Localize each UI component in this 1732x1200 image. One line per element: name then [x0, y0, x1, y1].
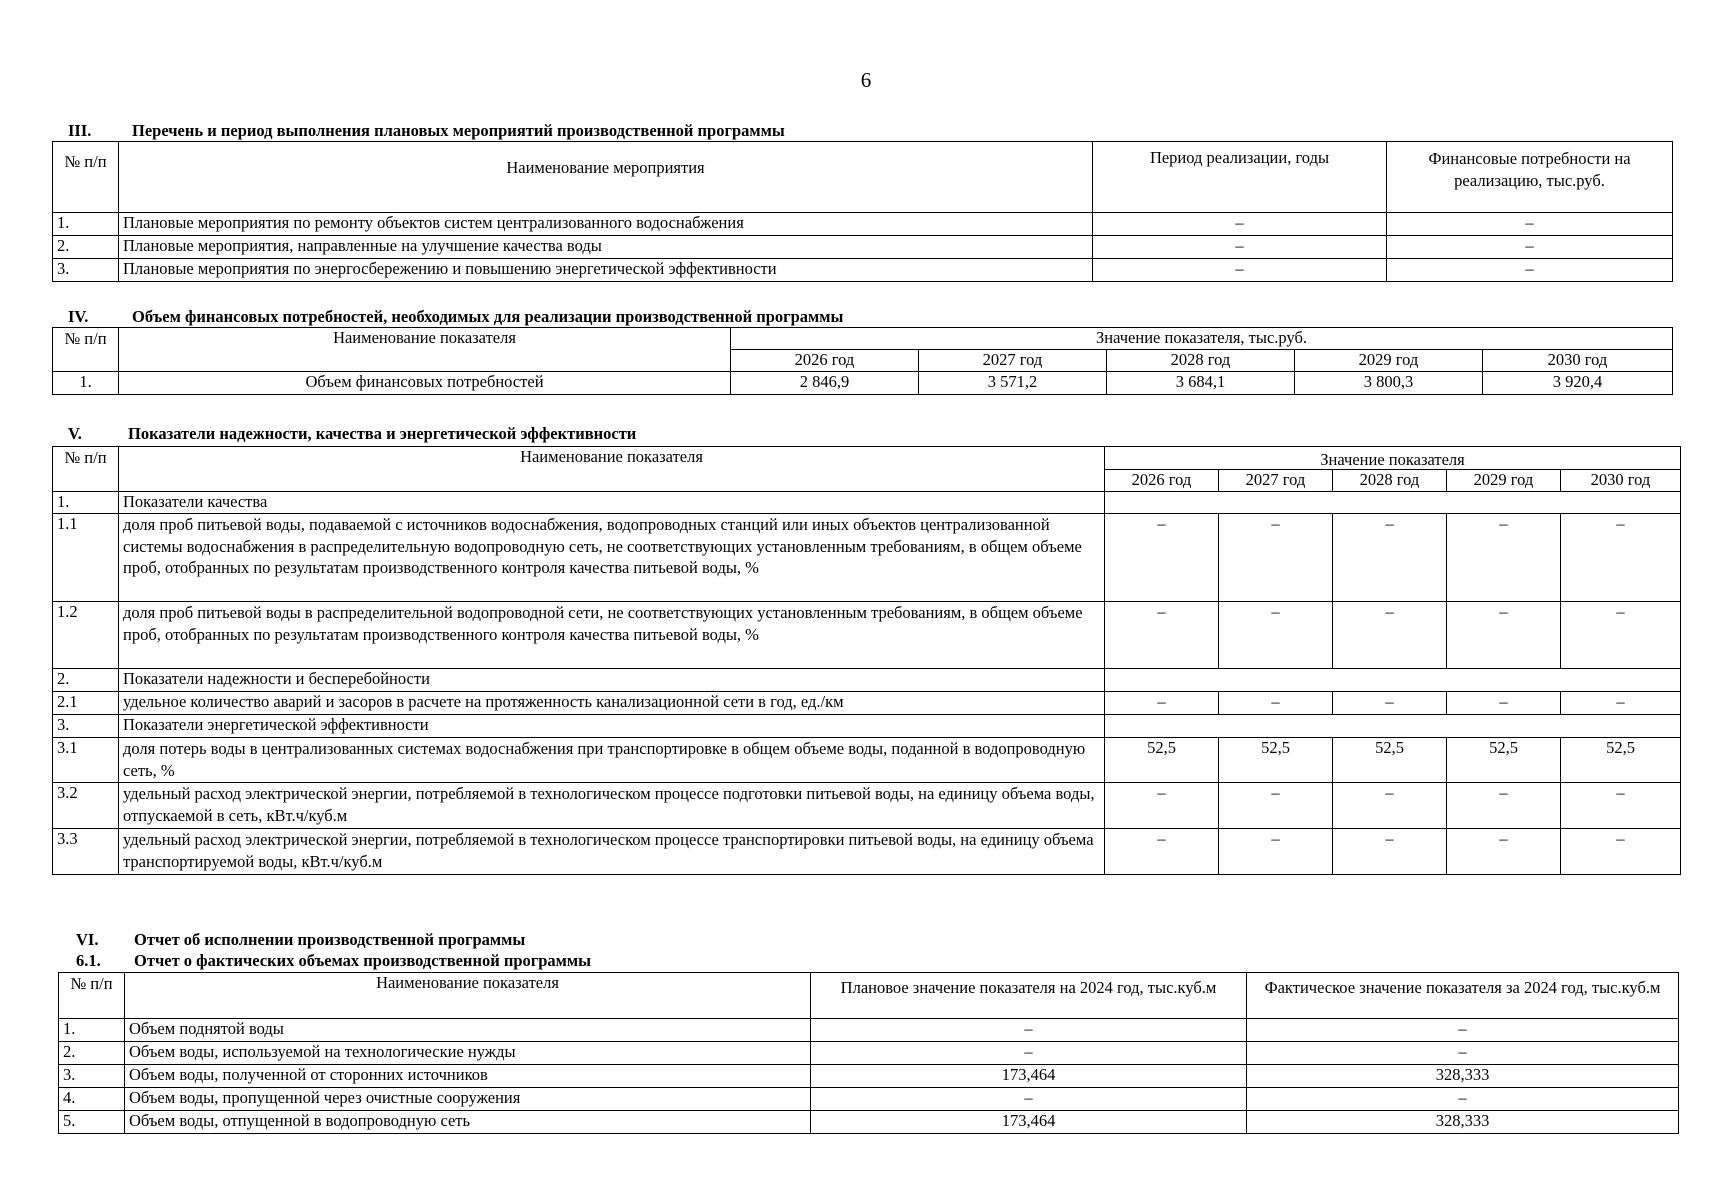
row-name: удельное количество аварий и засоров в расчете на протяженность канализационной сети в год, ед./км [119, 692, 1105, 715]
section-6-1-number: 6.1. [76, 951, 101, 970]
row-planned: – [811, 1042, 1247, 1065]
row-value: – [1333, 514, 1447, 602]
section-3-number: III. [68, 121, 92, 140]
header-actual-value: Фактическое значение показателя за 2024 год, тыс.куб.м [1247, 973, 1679, 1019]
row-value: 52,5 [1333, 738, 1447, 783]
section-4-number: IV. [68, 307, 89, 326]
row-value: 52,5 [1561, 738, 1681, 783]
section-6-number: VI. [76, 930, 99, 949]
row-value: – [1561, 692, 1681, 715]
table-row [53, 715, 1681, 738]
row-num: 2. [53, 236, 119, 259]
section-5-title: Показатели надежности, качества и энергетической эффективности [128, 424, 637, 443]
row-value: 3 800,3 [1295, 372, 1483, 395]
row-name: Показатели энергетической эффективности [119, 715, 1105, 738]
row-financial: – [1387, 259, 1673, 282]
row-value: – [1105, 692, 1219, 715]
row-value: 3 684,1 [1107, 372, 1295, 395]
table-row [59, 1111, 1679, 1134]
row-period: – [1093, 259, 1387, 282]
table-row [53, 259, 1673, 282]
row-name: Объем финансовых потребностей [119, 372, 731, 395]
row-name: Объем воды, используемой на технологические нужды [125, 1042, 811, 1065]
row-value: – [1105, 514, 1219, 602]
section-6-heading [76, 931, 525, 949]
row-financial: – [1387, 213, 1673, 236]
table-actual-volumes [58, 972, 1679, 1134]
header-year: 2026 год [731, 350, 919, 372]
header-num: № п/п [53, 447, 119, 492]
row-value: – [1561, 602, 1681, 669]
row-num: 3.1 [53, 738, 119, 783]
table-row [53, 492, 1681, 514]
table-planned-activities [52, 141, 1673, 282]
row-planned: 173,464 [811, 1065, 1247, 1088]
row-value: – [1333, 692, 1447, 715]
row-value: – [1561, 829, 1681, 875]
header-activity-name: Наименование мероприятия [119, 142, 1093, 213]
row-actual: 328,333 [1247, 1065, 1679, 1088]
row-num: 3. [53, 259, 119, 282]
header-indicator-name: Наименование показателя [119, 447, 1105, 492]
row-num: 1.2 [53, 602, 119, 669]
row-name: удельный расход электрической энергии, потребляемой в технологическом процессе транспортировки питьевой воды, на единицу объема транспортируемой воды, кВт.ч/куб.м [119, 829, 1105, 875]
row-actual: – [1247, 1019, 1679, 1042]
row-value: 52,5 [1447, 738, 1561, 783]
row-name: Плановые мероприятия по ремонту объектов систем централизованного водоснабжения [119, 213, 1093, 236]
row-value: – [1219, 829, 1333, 875]
row-name: Плановые мероприятия по энергосбережению и повышению энергетической эффективности [119, 259, 1093, 282]
header-year: 2028 год [1107, 350, 1295, 372]
row-num: 2. [59, 1042, 125, 1065]
header-year: 2030 год [1483, 350, 1673, 372]
row-num: 1. [53, 492, 119, 514]
header-num: № п/п [53, 328, 119, 372]
row-num: 3. [59, 1065, 125, 1088]
table-row [53, 514, 1681, 602]
row-num: 5. [59, 1111, 125, 1134]
section-6-1-title: Отчет о фактических объемах производственной программы [134, 951, 592, 970]
row-value: – [1447, 783, 1561, 829]
section-3-title: Перечень и период выполнения плановых мероприятий производственной программы [132, 121, 785, 140]
header-financial-needs: Финансовые потребности на реализацию, тыс.руб. [1387, 142, 1673, 213]
table-row [53, 692, 1681, 715]
row-name: Объем поднятой воды [125, 1019, 811, 1042]
header-year: 2027 год [1219, 470, 1333, 492]
row-value: – [1447, 514, 1561, 602]
row-value: – [1333, 602, 1447, 669]
row-empty-values [1105, 492, 1681, 514]
row-num: 1. [53, 372, 119, 395]
row-name: Показатели качества [119, 492, 1105, 514]
row-value: – [1447, 602, 1561, 669]
header-indicator-name: Наименование показателя [125, 973, 811, 1019]
row-value: – [1219, 692, 1333, 715]
row-num: 2.1 [53, 692, 119, 715]
row-name: Показатели надежности и бесперебойности [119, 669, 1105, 692]
row-value: – [1561, 514, 1681, 602]
header-indicator-name: Наименование показателя [119, 328, 731, 372]
section-3-heading [68, 122, 785, 140]
row-value: – [1105, 602, 1219, 669]
row-actual: 328,333 [1247, 1111, 1679, 1134]
row-actual: – [1247, 1088, 1679, 1111]
row-num: 3. [53, 715, 119, 738]
row-value: 3 920,4 [1483, 372, 1673, 395]
row-value: – [1219, 783, 1333, 829]
header-year: 2028 год [1333, 470, 1447, 492]
row-num: 3.3 [53, 829, 119, 875]
row-name: доля проб питьевой воды в распределительной водопроводной сети, не соответствующих установленным требованиям, в общем объеме проб, отобранных по результатам производственного контроля качества питьевой воды, % [119, 602, 1105, 669]
row-num: 1. [59, 1019, 125, 1042]
row-name: доля проб питьевой воды, подаваемой с источников водоснабжения, водопроводных станций или иных объектов централизованной системы водоснабжения в распределительную водопроводную сеть, не соответствующих установленным требованиям, в общем объеме проб, отобранных по результатам производственного контроля качества питьевой воды, % [119, 514, 1105, 602]
row-num: 4. [59, 1088, 125, 1111]
row-value: – [1333, 783, 1447, 829]
section-6-1-heading [76, 952, 591, 970]
row-value: – [1219, 602, 1333, 669]
row-value: – [1447, 692, 1561, 715]
row-num: 3.2 [53, 783, 119, 829]
row-planned: – [811, 1019, 1247, 1042]
table-row [53, 783, 1681, 829]
row-name: Объем воды, полученной от сторонних источников [125, 1065, 811, 1088]
row-num: 2. [53, 669, 119, 692]
table-row [59, 1088, 1679, 1111]
table-row [53, 236, 1673, 259]
row-empty-values [1105, 669, 1681, 692]
section-5-number: V. [68, 424, 82, 443]
row-value: – [1561, 783, 1681, 829]
section-6-title: Отчет об исполнении производственной программы [134, 930, 526, 949]
header-indicator-value: Значение показателя [1105, 447, 1681, 470]
page-number: 6 [860, 68, 872, 92]
row-planned: 173,464 [811, 1111, 1247, 1134]
header-year: 2029 год [1295, 350, 1483, 372]
row-planned: – [811, 1088, 1247, 1111]
table-reliability-quality-energy [52, 446, 1681, 875]
table-row [53, 213, 1673, 236]
table-row [59, 1065, 1679, 1088]
row-value: 52,5 [1105, 738, 1219, 783]
table-row [53, 372, 1673, 395]
row-num: 1. [53, 213, 119, 236]
row-value: – [1105, 783, 1219, 829]
table-row [53, 602, 1681, 669]
table-row [53, 738, 1681, 783]
section-5-heading [68, 425, 636, 443]
row-name: Объем воды, отпущенной в водопроводную сеть [125, 1111, 811, 1134]
row-value: 52,5 [1219, 738, 1333, 783]
table-row [59, 1042, 1679, 1065]
header-period: Период реализации, годы [1093, 142, 1387, 213]
section-4-heading [68, 308, 843, 326]
header-planned-value: Плановое значение показателя на 2024 год, тыс.куб.м [811, 973, 1247, 1019]
row-period: – [1093, 236, 1387, 259]
row-financial: – [1387, 236, 1673, 259]
row-value: – [1105, 829, 1219, 875]
row-value: – [1333, 829, 1447, 875]
row-name: Плановые мероприятия, направленные на улучшение качества воды [119, 236, 1093, 259]
row-name: доля потерь воды в централизованных системах водоснабжения при транспортировке в общем объеме воды, поданной в водопроводную сеть, % [119, 738, 1105, 783]
table-row [59, 1019, 1679, 1042]
row-value: – [1219, 514, 1333, 602]
row-empty-values [1105, 715, 1681, 738]
row-value: 2 846,9 [731, 372, 919, 395]
header-year: 2026 год [1105, 470, 1219, 492]
row-num: 1.1 [53, 514, 119, 602]
table-financial-needs [52, 327, 1673, 395]
header-num: № п/п [59, 973, 125, 1019]
table-row [53, 669, 1681, 692]
table-row [53, 829, 1681, 875]
header-year: 2030 год [1561, 470, 1681, 492]
row-period: – [1093, 213, 1387, 236]
header-indicator-value: Значение показателя, тыс.руб. [731, 328, 1673, 350]
row-name: удельный расход электрической энергии, потребляемой в технологическом процессе подготовки питьевой воды, на единицу объема воды, отпускаемой в сеть, кВт.ч/куб.м [119, 783, 1105, 829]
row-actual: – [1247, 1042, 1679, 1065]
row-value: – [1447, 829, 1561, 875]
header-year: 2027 год [919, 350, 1107, 372]
header-num: № п/п [53, 142, 119, 213]
row-value: 3 571,2 [919, 372, 1107, 395]
header-year: 2029 год [1447, 470, 1561, 492]
section-4-title: Объем финансовых потребностей, необходимых для реализации производственной программы [132, 307, 844, 326]
row-name: Объем воды, пропущенной через очистные сооружения [125, 1088, 811, 1111]
